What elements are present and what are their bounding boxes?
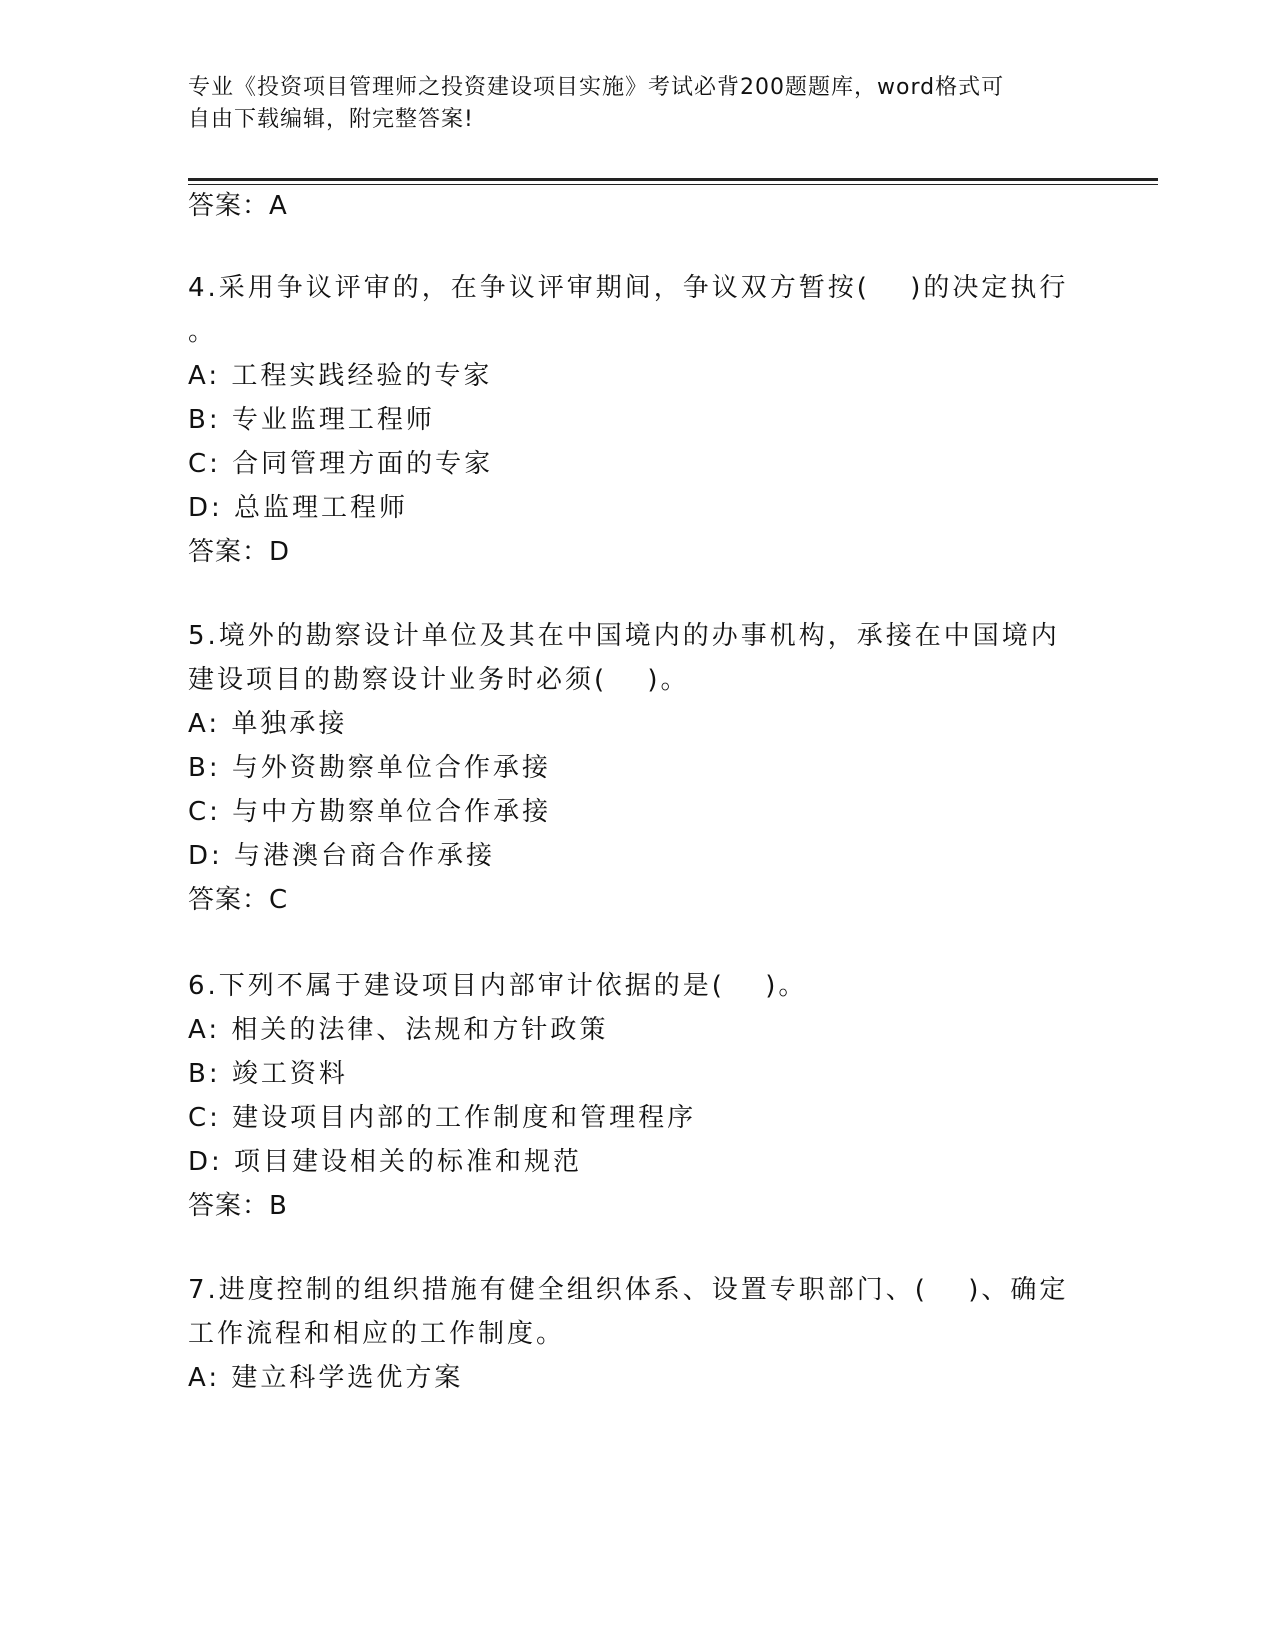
question-4-answer: 答案：D <box>188 537 291 567</box>
header-divider-thick <box>188 178 1158 181</box>
question-6-option-b: B: 竣工资料 <box>188 1059 348 1089</box>
question-5-option-a: A: 单独承接 <box>188 709 348 739</box>
question-5-answer: 答案：C <box>188 885 289 915</box>
question-4-stem-line-1: 4.采用争议评审的，在争议评审期间，争议双方暂按( )的决定执行 <box>188 273 1069 303</box>
question-6-answer: 答案：B <box>188 1191 288 1221</box>
question-4-stem-line-2: 。 <box>188 317 218 347</box>
question-4-option-d: D: 总监理工程师 <box>188 493 409 523</box>
previous-answer: 答案：A <box>188 191 288 221</box>
question-4-option-a: A: 工程实践经验的专家 <box>188 361 493 391</box>
question-6-option-a: A: 相关的法律、法规和方针政策 <box>188 1015 609 1045</box>
question-5-option-d: D: 与港澳台商合作承接 <box>188 841 496 871</box>
question-4-option-b: B: 专业监理工程师 <box>188 405 435 435</box>
question-6-option-d: D: 项目建设相关的标准和规范 <box>188 1147 583 1177</box>
header-line-1: 专业《投资项目管理师之投资建设项目实施》考试必背200题题库，word格式可 <box>188 75 1005 100</box>
header-divider-thin <box>188 184 1158 185</box>
header-line-2: 自由下载编辑，附完整答案! <box>188 107 474 132</box>
document-header <box>188 72 1068 136</box>
question-5-stem-line-2: 建设项目的勘察设计业务时必须( )。 <box>188 665 690 695</box>
question-5-option-c: C: 与中方勘察单位合作承接 <box>188 797 552 827</box>
question-6-option-c: C: 建设项目内部的工作制度和管理程序 <box>188 1103 697 1133</box>
question-4-option-c: C: 合同管理方面的专家 <box>188 449 494 479</box>
question-5-option-b: B: 与外资勘察单位合作承接 <box>188 753 551 783</box>
question-7-option-a: A: 建立科学选优方案 <box>188 1363 464 1393</box>
question-6-stem-line-1: 6.下列不属于建设项目内部审计依据的是( )。 <box>188 971 808 1001</box>
question-7-stem-line-1: 7.进度控制的组织措施有健全组织体系、设置专职部门、( )、确定 <box>188 1275 1069 1305</box>
question-5-stem-line-1: 5.境外的勘察设计单位及其在中国境内的办事机构，承接在中国境内 <box>188 621 1060 651</box>
question-7-stem-line-2: 工作流程和相应的工作制度。 <box>188 1319 566 1349</box>
